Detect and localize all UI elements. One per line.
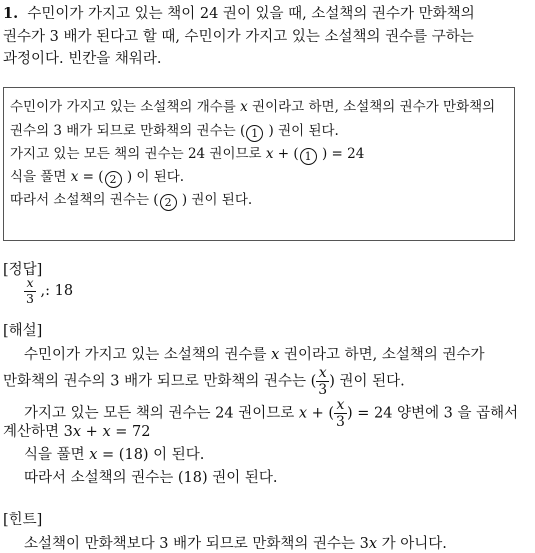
blank-1-marker: 1 <box>246 125 263 142</box>
question-line-1 <box>3 2 475 23</box>
explanation-line-1: 수민이가 가지고 있는 소설책의 권수를 x 권이라고 하면, 소설책의 권수가 <box>24 347 485 363</box>
blank-2-marker: 2 <box>160 194 177 211</box>
explanation-line-3: 가지고 있는 모든 책의 권수는 24 권이므로 x + ( $\frac{x}{3}$ ) = 24 양변에 3 을 곱해서 <box>24 397 519 430</box>
hint-text: 소설책이 만화책보다 3 배가 되므로 만화책의 권수는 3x 가 아니다. <box>24 536 447 552</box>
answer-value: $\frac{x}{3}$ ,: 18 <box>26 275 74 306</box>
box-line-5: 따라서 소설책의 권수는 ( 2 ) 권이 된다. <box>10 192 253 209</box>
question-text-3: 과정이다. 빈칸을 채워라. <box>3 51 162 67</box>
explanation-line-6: 따라서 소설책의 권수는 (18) 권이 된다. <box>24 470 278 486</box>
question-text-2: 권수가 3 배가 된다고 할 때, 수민이가 가지고 있는 소설책의 권수를 구하는 <box>3 29 474 45</box>
explanation-line-2: 만화책의 권수의 3 배가 되므로 만화책의 권수는 ( $\frac{x}{3}$ ) 권이 된다. <box>3 365 405 398</box>
hint-heading: [힌트] <box>3 512 43 528</box>
box-line-1: 수민이가 가지고 있는 소설책의 개수를 x 권이라고 하면, 소설책의 권수가 만화책의 <box>10 99 496 115</box>
blank-1-marker: 1 <box>300 148 317 165</box>
box-line-2: 권수의 3 배가 되므로 만화책의 권수는 ( 1 ) 권이 된다. <box>10 123 339 140</box>
explanation-heading: [해설] <box>3 323 43 339</box>
answer-fraction: $\frac{x}{3}$ <box>26 275 34 306</box>
answer-heading: [정답] <box>3 262 43 278</box>
box-line-4: 식을 풀면 x = ( 2 ) 이 된다. <box>10 169 185 186</box>
process-box <box>3 87 515 241</box>
explanation-fraction: $\frac{x}{3}$ <box>318 365 328 398</box>
question-number: 1. <box>3 5 19 22</box>
box-line-3: 가지고 있는 모든 책의 권수는 24 권이므로 x + ( 1 ) = 24 <box>10 146 365 163</box>
explanation-line-4: 계산하면 3x + x = 72 <box>3 424 151 440</box>
question-text-1: 수민이가 가지고 있는 책이 24 권이 있을 때, 소설책의 권수가 만화책의 <box>27 6 475 22</box>
explanation-fraction: $\frac{x}{3}$ <box>336 397 345 430</box>
blank-2-marker: 2 <box>105 171 122 188</box>
explanation-line-5: 식을 풀면 x = (18) 이 된다. <box>24 447 205 463</box>
